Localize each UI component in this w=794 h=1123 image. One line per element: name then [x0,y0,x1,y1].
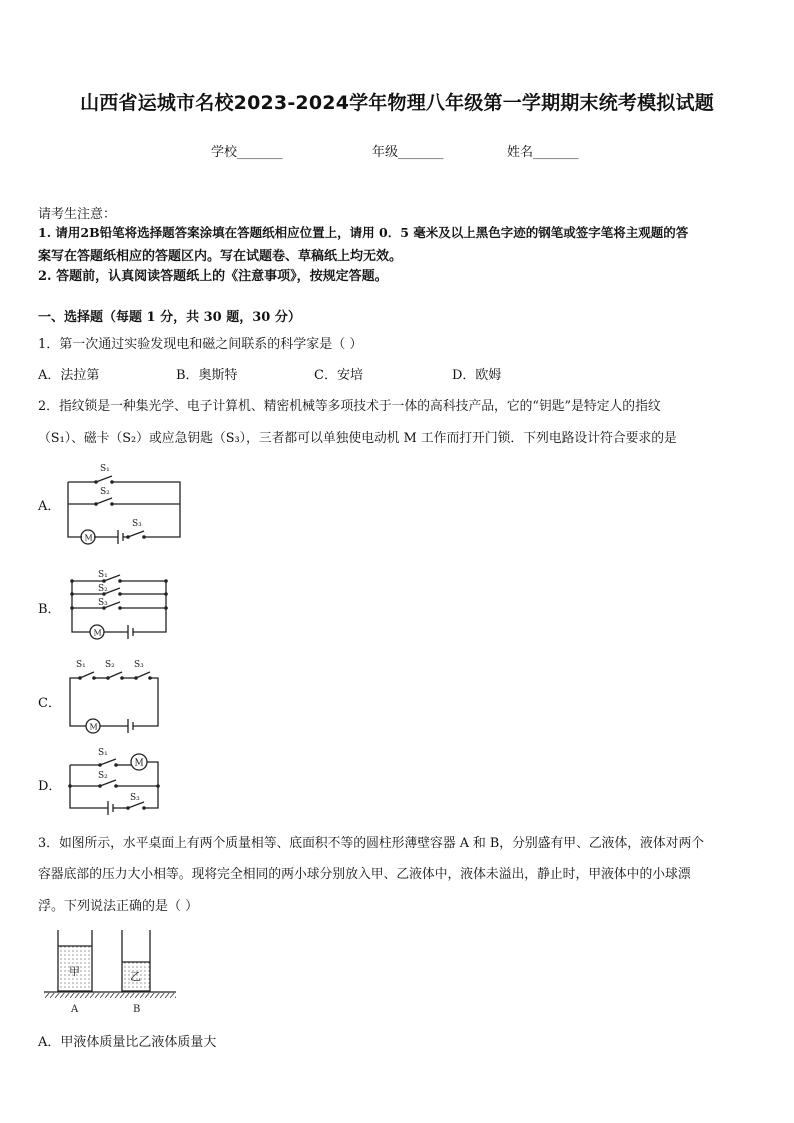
grade-field: 年级_______ [372,145,444,160]
switch-s3-label: S₃ [132,519,142,529]
question-2-option-a-label: A． [38,499,61,514]
question-2-stem-line-1: 2．指纹锁是一种集光学、电子计算机、精密机械等多项技术于一体的高科技产品，它的“钥匙”是特定人的指纹 [38,399,661,414]
switch-s1-label: S₁ [76,660,86,670]
question-1-option-a: A．法拉第 [38,368,100,383]
switch-s1-label: S₁ [98,570,108,580]
motor-label: M [84,533,93,543]
liquid-jia-label: 甲 [69,965,80,978]
question-3-stem-line-1: 3．如图所示，水平桌面上有两个质量相等、底面积不等的圆柱形薄壁容器 A 和 B，分别盛有甲、乙液体，液体对两个 [38,836,705,851]
question-1-option-c: C．安培 [314,368,363,383]
notice-item-1-line-1: 1. 请用2B铅笔将选择题答案涂填在答题纸相应位置上，请用 0．5 毫米及以上黑色字迹的钢笔或签字笔将主观题的答 [38,225,689,240]
motor-label: M [89,722,98,732]
switch-s3-label: S₃ [98,598,108,608]
question-1-stem: 1．第一次通过实验发现电和磁之间联系的科学家是（ ） [38,337,363,352]
circuit-diagram-d [60,740,170,818]
section-heading: 一、选择题（每题 1 分，共 30 题，30 分） [38,310,301,325]
switch-s1-label: S₁ [100,464,110,474]
motor-label: M [93,628,102,638]
container-b-label: B [133,1004,141,1015]
switch-s3-label: S₃ [134,660,144,670]
motor-label: M [134,758,144,769]
container-a-label: A [71,1004,79,1015]
question-2-option-c-label: C． [38,696,61,711]
circuit-diagram-a [60,458,190,548]
switch-s2-label: S₂ [98,771,108,781]
notice-item-2: 2. 答题前，认真阅读答题纸上的《注意事项》，按规定答题。 [38,269,388,284]
switch-s2-label: S₂ [105,660,115,670]
switch-s2-label: S₂ [100,487,110,497]
question-3-stem-line-2: 容器底部的压力大小相等。现将完全相同的两小球分别放入甲、乙液体中，液体未溢出，静止时，甲液体中的小球漂 [38,867,691,882]
switch-s2-label: S₂ [98,584,108,594]
name-field: 姓名_______ [507,145,579,160]
question-3-stem-line-3: 浮。下列说法正确的是（ ） [38,899,199,914]
circuit-diagram-b [60,565,180,645]
question-2-option-d-label: D． [38,779,62,794]
question-1-option-d: D．欧姆 [452,368,502,383]
question-2-stem-line-2: （S₁）、磁卡（S₂）或应急钥匙（S₃），三者都可以单独使电动机 M 工作而打开门锁．下列电路设计符合要求的是 [38,431,677,446]
switch-s3-label: S₃ [130,793,140,803]
school-field: 学校_______ [211,145,283,160]
notice-item-1-line-2: 案写在答题纸相应的答题区内。写在试题卷、草稿纸上均无效。 [38,249,403,264]
containers-figure [40,926,180,1018]
question-3-option-a: A．甲液体质量比乙液体质量大 [38,1035,217,1050]
liquid-yi-label: 乙 [130,970,141,983]
question-1-option-b: B．奥斯特 [176,368,238,383]
question-2-option-b-label: B． [38,602,61,617]
notice-heading: 请考生注意： [38,207,117,222]
circuit-diagram-c [60,656,170,738]
switch-s1-label: S₁ [98,748,108,758]
page-title: 山西省运城市名校2023-2024学年物理八年级第一学期期末统考模拟试题 [80,92,714,114]
